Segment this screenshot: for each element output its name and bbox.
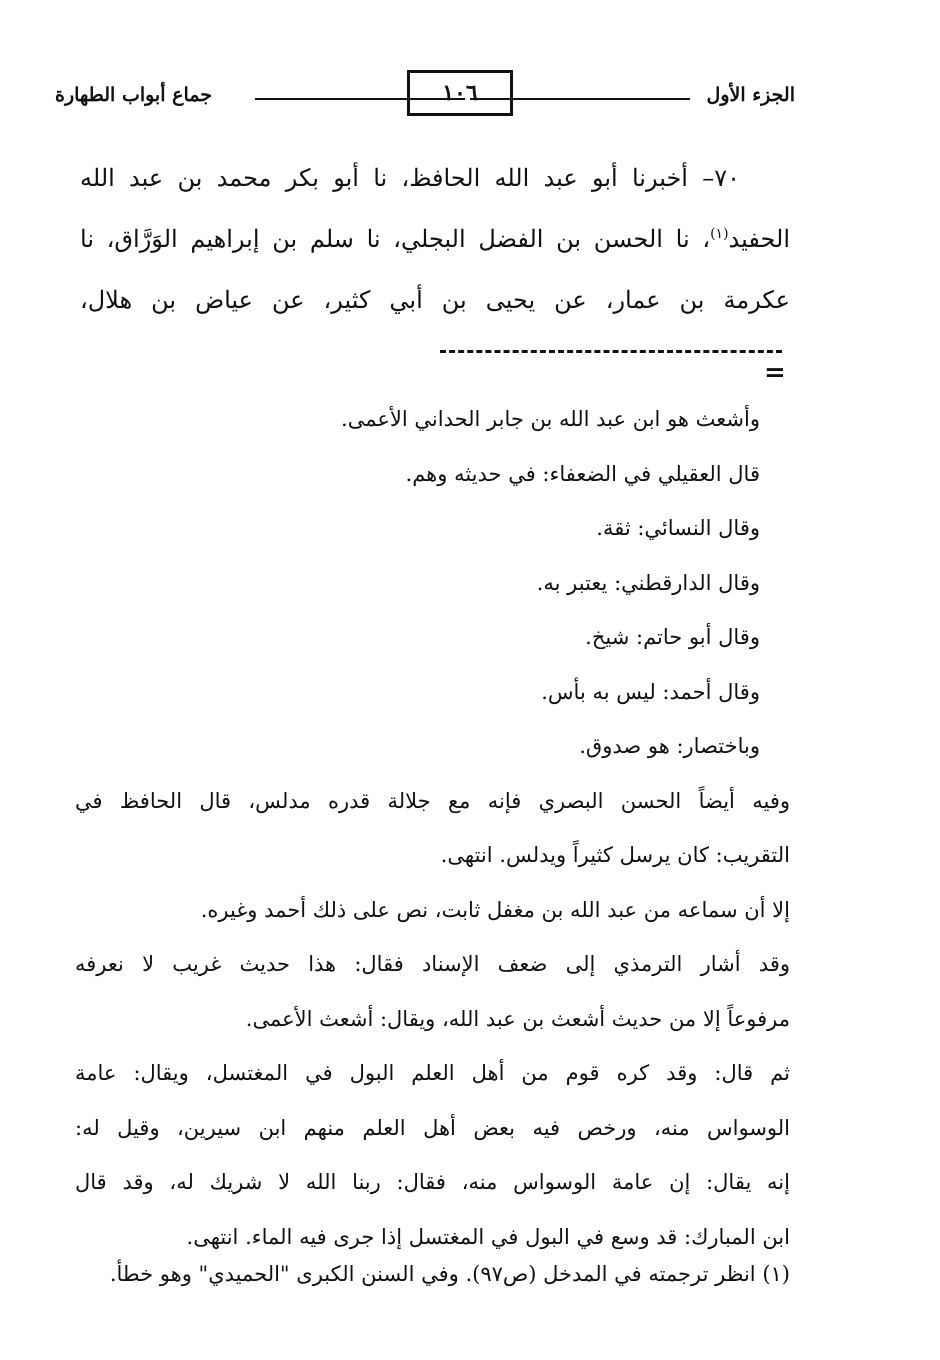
note-line: مرفوعاً إلا من حديث أشعث بن عبد الله، ويقال: أشعث الأعمى. xyxy=(245,1006,790,1031)
note-line: وقال الدارقطني: يعتبر به. xyxy=(536,570,760,595)
note-line: وباختصار: هو صدوق. xyxy=(579,734,760,758)
main-line-3: عكرمة بن عمار، عن يحيى بن أبي كثير، عن عياض بن هلال، xyxy=(80,286,790,314)
footnote-1: (١) انظر ترجمته في المدخل (ص٩٧). وفي السنن الكبرى "الحميدي" وهو خطأ. xyxy=(109,1262,790,1286)
note-line: وقال أحمد: ليس به بأس. xyxy=(541,679,760,704)
footnote-reference: (١) xyxy=(710,226,729,242)
volume-label: الجزء الأول xyxy=(706,84,795,106)
note-line: وقال النسائي: ثقة. xyxy=(596,516,760,540)
note-line: إنه يقال: إن عامة الوسواس منه، فقال: ربنا الله لا شريك له، وقد قال xyxy=(75,1170,790,1194)
note-line: ثم قال: وقد كره قوم من أهل العلم البول في المغتسل، ويقال: عامة xyxy=(75,1061,790,1085)
book-section-title: جماع أبواب الطهارة xyxy=(55,84,212,106)
note-line: وأشعث هو ابن عبد الله بن جابر الحداني الأعمى. xyxy=(341,407,760,431)
main-text xyxy=(80,148,790,331)
note-line: وقد أشار الترمذي إلى ضعف الإسناد فقال: هذا حديث غريب لا نعرفه xyxy=(75,952,790,976)
continuation-mark: = xyxy=(764,358,786,388)
note-line: قال العقيلي في الضعفاء: في حديثه وهم. xyxy=(405,461,760,486)
note-line: ابن المبارك: قد وسع في البول في المغتسل إذا جرى فيه الماء. انتهى. xyxy=(186,1224,790,1249)
running-header xyxy=(55,70,795,122)
header-rule-left xyxy=(255,98,465,100)
note-line: إلا أن سماعه من عبد الله بن مغفل ثابت، نص على ذلك أحمد وغيره. xyxy=(200,897,790,922)
footnote-separator xyxy=(440,350,782,353)
main-line-2-start: الحفيد xyxy=(728,225,790,253)
main-line-1: ٧٠– أخبرنا أبو عبد الله الحافظ، نا أبو بكر محمد بن عبد الله xyxy=(80,164,740,192)
note-line: التقريب: كان يرسل كثيراً ويدلس. انتهى. xyxy=(440,843,790,867)
note-line: وفيه أيضاً الحسن البصري فإنه مع جلالة قدره مدلس، قال الحافظ في xyxy=(75,788,790,813)
page-number-box: ١٠٦ xyxy=(407,70,513,116)
note-line: وقال أبو حاتم: شيخ. xyxy=(585,625,760,649)
main-line-2 xyxy=(80,209,790,270)
note-line: الوسواس منه، ورخص فيه بعض أهل العلم منهم ابن سيرين، وقيل له: xyxy=(75,1115,790,1140)
commentary-notes xyxy=(75,392,790,1264)
main-line-2-end: ، نا الحسن بن الفضل البجلي، نا سلم بن إبراهيم الوَرَّاق، نا xyxy=(80,225,711,253)
